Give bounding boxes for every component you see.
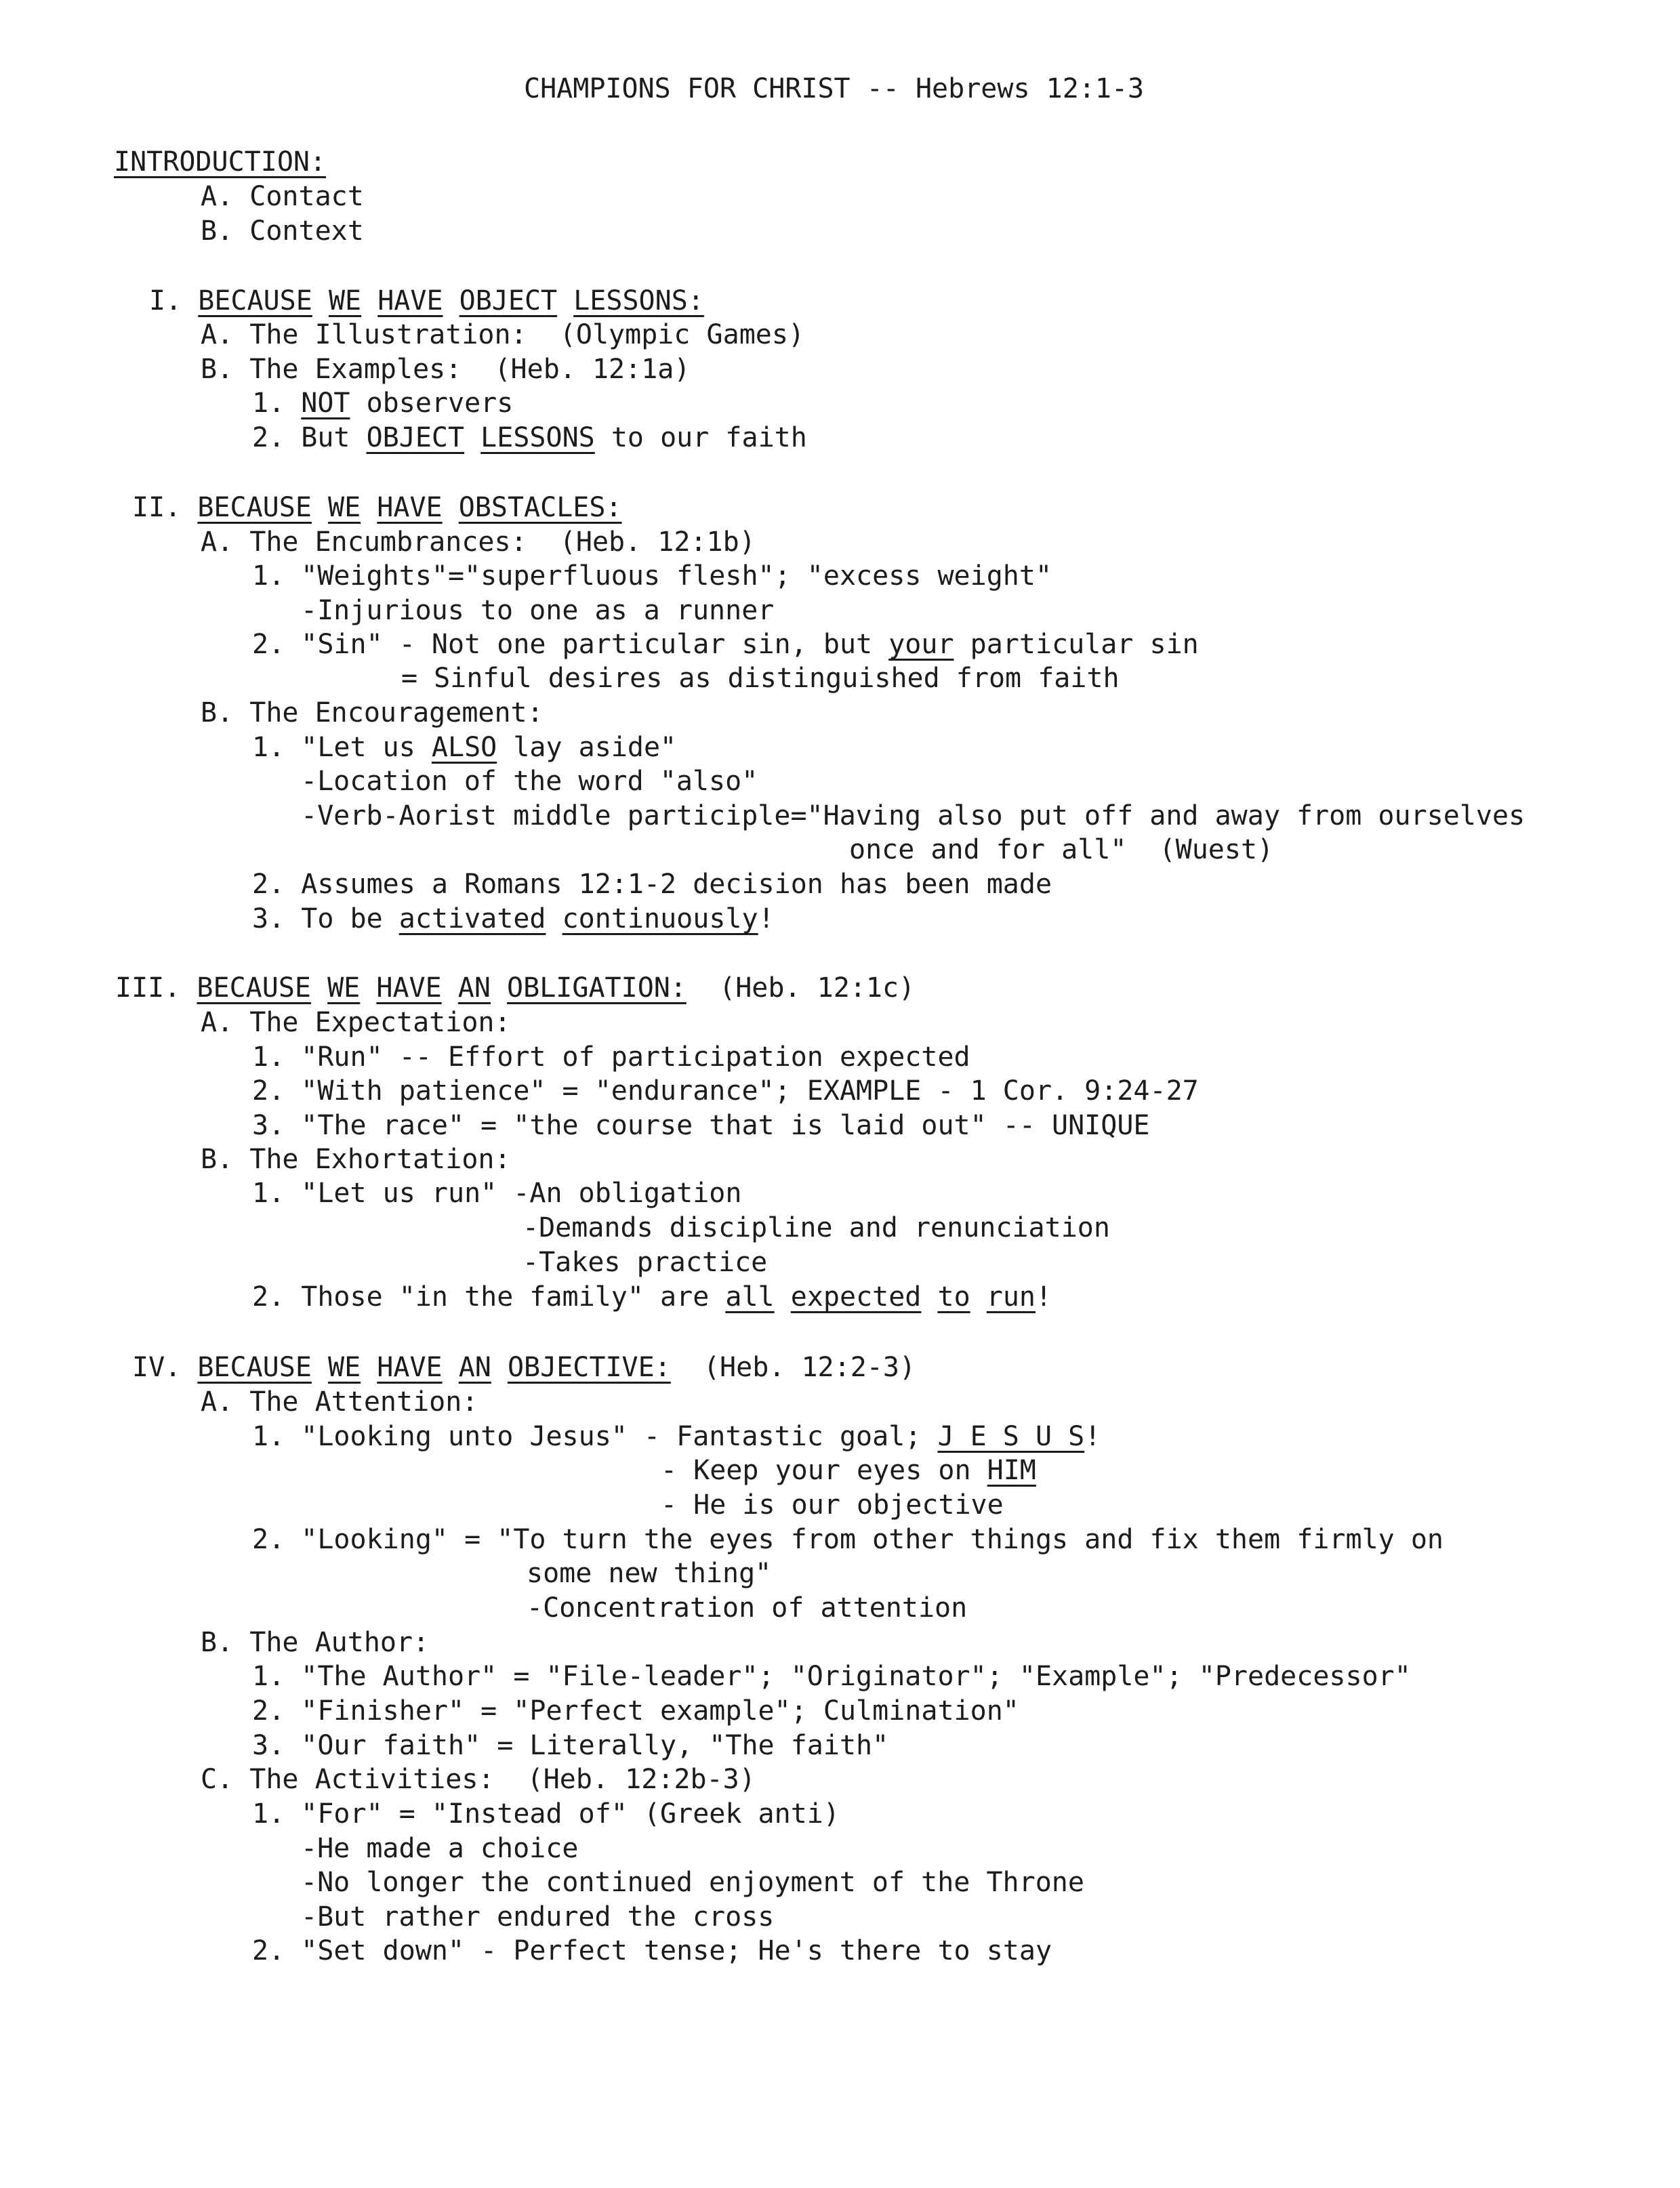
section-2-item-b1-sub2-cont: once and for all" (Wuest): [849, 834, 1274, 865]
section-4-item-a1-sub2: - He is our objective: [661, 1489, 1004, 1521]
section-1-item-a: A. The Illustration: (Olympic Games): [201, 319, 805, 350]
section-3-word: HAVE: [376, 972, 442, 1004]
section-4-number: IV.: [132, 1352, 182, 1383]
intro-heading: [114, 145, 326, 179]
section-4-item-b2: 2. "Finisher" = "Perfect example"; Culmination": [252, 1695, 1019, 1727]
section-1-word: OBJECT: [459, 285, 558, 316]
intro-item-b: B. Context: [201, 215, 364, 247]
section-4-item-a1-sub1: [661, 1453, 1036, 1487]
section-3-item-b: B. The Exhortation:: [201, 1144, 511, 1175]
section-3-item-a1: 1. "Run" -- Effort of participation expected: [252, 1041, 970, 1073]
line-text: - Keep your eyes on: [661, 1455, 987, 1486]
section-3-item-a3: 3. "The race" = "the course that is laid out" -- UNIQUE: [252, 1110, 1150, 1141]
section-1-number: I.: [149, 285, 182, 316]
section-1-item-b2: [252, 421, 807, 455]
section-2-item-a2: [252, 627, 1199, 661]
section-3-word: AN: [457, 972, 491, 1004]
section-4-item-a2: 2. "Looking" = "To turn the eyes from other things and fix them firmly on: [252, 1524, 1443, 1555]
scripture-reference: (Heb. 12:1c): [719, 972, 916, 1004]
line-text: observers: [350, 388, 514, 419]
section-1-heading: [149, 284, 704, 318]
section-4-word: HAVE: [377, 1352, 443, 1383]
section-2-word: BECAUSE: [197, 492, 312, 523]
section-4-item-b3: 3. "Our faith" = Literally, "The faith": [252, 1730, 889, 1761]
underlined-text: activated: [398, 903, 546, 934]
underlined-text: to: [937, 1281, 970, 1313]
underlined-text: run: [986, 1281, 1036, 1313]
section-2-word: WE: [328, 492, 361, 523]
underlined-text: HIM: [987, 1455, 1036, 1486]
section-1-word: BECAUSE: [198, 285, 312, 316]
section-4-item-b1: 1. "The Author" = "File-leader"; "Originator"; "Example"; "Predecessor": [252, 1661, 1411, 1692]
section-4-word: OBJECTIVE:: [507, 1352, 671, 1383]
section-4-heading: [132, 1350, 916, 1384]
section-2-item-a: A. The Encumbrances: (Heb. 12:1b): [201, 527, 756, 558]
section-3-item-b1-sub1: -Demands discipline and renunciation: [523, 1212, 1110, 1243]
section-4-word: BECAUSE: [197, 1352, 312, 1383]
section-3-word: OBLIGATION:: [507, 972, 687, 1004]
underlined-text: expected: [790, 1281, 922, 1313]
section-2-item-b1-sub2: -Verb-Aorist middle participle="Having also put off and away from ourselves: [301, 800, 1525, 831]
page-title: CHAMPIONS FOR CHRIST -- Hebrews 12:1-3: [524, 73, 1145, 104]
line-text: 3. To be: [252, 903, 399, 934]
line-text: 1. "Let us: [252, 732, 432, 763]
intro-item-a: A. Contact: [201, 181, 364, 212]
section-2-word: HAVE: [377, 492, 443, 523]
section-2-heading: [132, 491, 622, 524]
line-text: 1. "Looking unto Jesus" - Fantastic goal;: [252, 1421, 938, 1452]
underlined-text: OBJECT: [366, 422, 465, 453]
section-4-item-c2: 2. "Set down" - Perfect tense; He's there to stay: [252, 1935, 1052, 1966]
section-2-item-b1-sub1: -Location of the word "also": [301, 766, 758, 797]
line-text: !: [1036, 1281, 1052, 1313]
section-4-item-c1: 1. "For" = "Instead of" (Greek anti): [252, 1798, 840, 1830]
intro-heading-text: INTRODUCTION:: [114, 146, 327, 178]
line-text: lay aside": [497, 732, 677, 763]
underlined-text: your: [888, 629, 954, 660]
section-2-item-a2-sub: = Sinful desires as distinguished from faith: [401, 663, 1120, 694]
section-3-item-b1-sub2: -Takes practice: [523, 1247, 768, 1278]
section-4-item-c1-sub2: -No longer the continued enjoyment of the Throne: [301, 1867, 1084, 1898]
section-1-word: HAVE: [377, 285, 443, 316]
section-3-word: WE: [327, 972, 361, 1004]
section-4-word: WE: [328, 1352, 361, 1383]
line-text: !: [758, 903, 775, 934]
section-2-item-b3: [252, 902, 775, 936]
section-2-word: OBSTACLES:: [458, 492, 622, 523]
section-1-item-b1: [252, 386, 513, 420]
section-2-item-b2: 2. Assumes a Romans 12:1-2 decision has been made: [252, 869, 1052, 900]
section-1-word: LESSONS:: [573, 285, 704, 316]
section-3-item-a2: 2. "With patience" = "endurance"; EXAMPLE - 1 Cor. 9:24-27: [252, 1075, 1199, 1107]
list-number: 1.: [252, 388, 285, 419]
section-3-item-b2: [252, 1280, 1052, 1314]
section-3-item-b1: 1. "Let us run" -An obligation: [252, 1178, 742, 1209]
section-1-item-b: B. The Examples: (Heb. 12:1a): [201, 354, 691, 385]
line-text: 2. Those "in the family" are: [252, 1281, 726, 1313]
section-4-word: AN: [458, 1352, 491, 1383]
line-text: 2. But: [252, 422, 367, 453]
line-text: to our faith: [594, 422, 807, 453]
underlined-text: ALSO: [431, 732, 497, 763]
section-4-item-a1: [252, 1420, 1101, 1453]
section-2-number: II.: [132, 492, 182, 523]
underlined-text: LESSONS: [480, 422, 595, 453]
section-2-item-b1: [252, 730, 676, 764]
section-2-item-b: B. The Encouragement:: [201, 697, 544, 728]
section-4-item-c1-sub3: -But rather endured the cross: [301, 1901, 775, 1933]
underlined-text: NOT: [301, 388, 350, 419]
line-text: 2. "Sin" - Not one particular sin, but: [252, 629, 889, 660]
underlined-text: J E S U S: [937, 1421, 1085, 1452]
section-4-item-b: B. The Author:: [201, 1627, 430, 1658]
scripture-reference: (Heb. 12:2-3): [703, 1352, 916, 1383]
section-2-item-a1: 1. "Weights"="superfluous flesh"; "excess weight": [252, 560, 1052, 592]
section-4-item-a2-cont: some new thing": [527, 1558, 772, 1589]
section-4-item-c: C. The Activities: (Heb. 12:2b-3): [201, 1764, 756, 1795]
section-4-item-a2-sub: -Concentration of attention: [527, 1592, 968, 1624]
line-text: particular sin: [954, 629, 1199, 660]
section-3-word: BECAUSE: [197, 972, 311, 1004]
underlined-text: all: [725, 1281, 775, 1313]
section-1-word: WE: [328, 285, 362, 316]
section-4-item-a: A. The Attention:: [201, 1386, 478, 1418]
underlined-text: continuously: [562, 903, 758, 934]
section-3-number: III.: [115, 972, 181, 1004]
section-3-item-a: A. The Expectation:: [201, 1007, 511, 1038]
section-4-item-c1-sub1: -He made a choice: [301, 1833, 579, 1864]
section-2-item-a1-sub: -Injurious to one as a runner: [301, 595, 775, 626]
section-3-heading: [115, 971, 915, 1005]
line-text: !: [1084, 1421, 1101, 1452]
